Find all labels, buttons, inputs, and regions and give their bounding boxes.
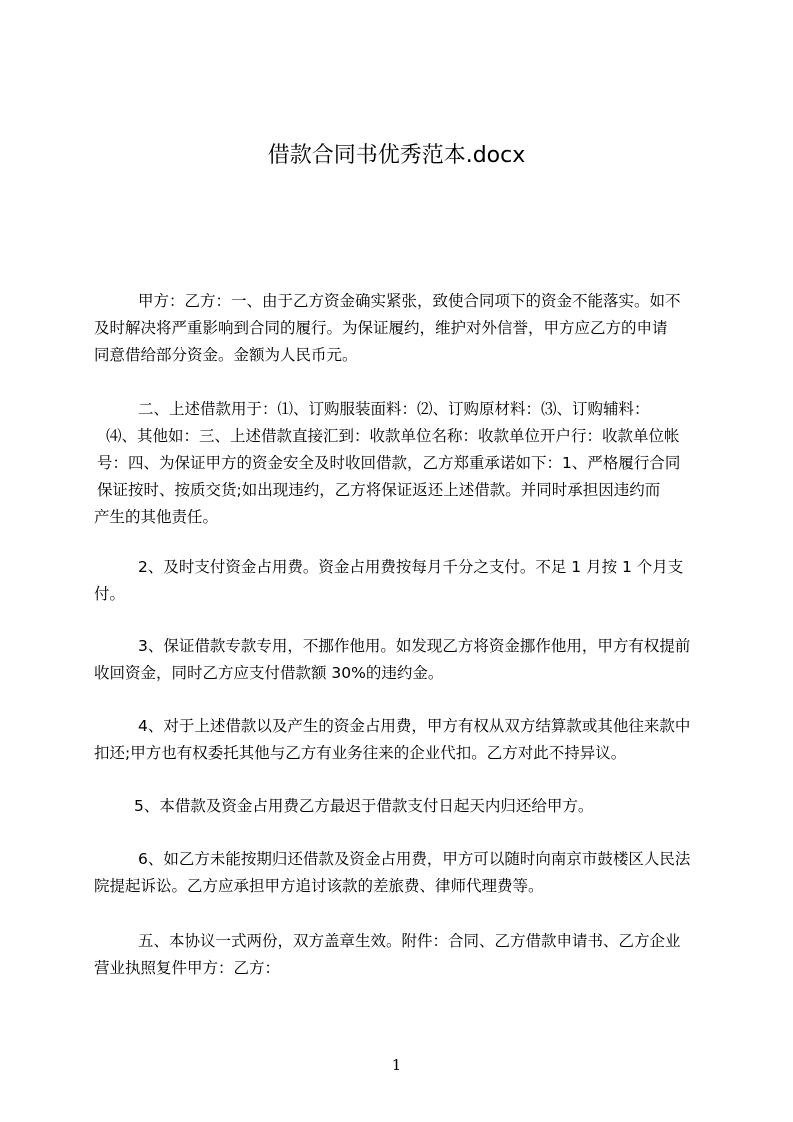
paragraph-line: ⑷、其他如：三、上述借款直接汇到：收款单位名称：收款单位开户行：收款单位帐 — [106, 427, 680, 445]
paragraph-2 — [94, 396, 700, 531]
paragraph-line: 五、本协议一式两份，双方盖章生效。附件：合同、乙方借款申请书、乙方企业 — [138, 932, 681, 950]
paragraph-line: 3、保证借款专款专用，不挪作他用。如发现乙方将资金挪作他用，甲方有权提前 — [138, 637, 691, 655]
paragraph-5 — [94, 713, 710, 767]
paragraph-7 — [94, 846, 710, 900]
paragraph-line: 二、上述借款用于：⑴、订购服装面料：⑵、订购原材料：⑶、订购辅料： — [138, 400, 650, 418]
page-number: 1 — [391, 1056, 402, 1074]
document-title: 借款合同书优秀范本.docx — [267, 143, 526, 168]
paragraph-6 — [94, 793, 710, 820]
paragraph-1 — [94, 288, 700, 369]
paragraph-line: 4、对于上述借款以及产生的资金占用费，甲方有权从双方结算款或其他往来款中 — [138, 717, 691, 735]
paragraph-line: 号：四、为保证甲方的资金安全及时收回借款，乙方郑重承诺如下：1、严格履行合同 — [97, 454, 681, 472]
paragraph-line: 同意借给部分资金。金额为人民币元。 — [94, 346, 358, 364]
paragraph-line: 营业执照复件甲方：乙方： — [94, 959, 281, 977]
paragraph-line: 院提起诉讼。乙方应承担甲方追讨该款的差旅费、律师代理费等。 — [94, 877, 544, 895]
paragraph-line: 扣还;甲方也有权委托其他与乙方有业务往来的企业代扣。乙方对此不持异议。 — [94, 744, 627, 762]
paragraph-line: 6、如乙方未能按期归还借款及资金占用费，甲方可以随时向南京市鼓楼区人民法 — [138, 850, 691, 868]
paragraph-line: 保证按时、按质交货;如出现违约，乙方将保证返还上述借款。并同时承担因违约而 — [97, 481, 661, 499]
paragraph-line: 收回资金，同时乙方应支付借款额 30%的违约金。 — [94, 664, 444, 682]
paragraph-line: 及时解决将严重影响到合同的履行。为保证履约，维护对外信誉，甲方应乙方的申请 — [94, 319, 668, 337]
paragraph-line: 付。 — [94, 585, 126, 603]
paragraph-4 — [94, 633, 710, 687]
paragraph-8 — [94, 928, 710, 982]
paragraph-3 — [94, 554, 700, 608]
paragraph-line: 产生的其他责任。 — [94, 508, 219, 526]
paragraph-line: 2、及时支付资金占用费。资金占用费按每月千分之支付。不足 1 月按 1 个月支 — [138, 558, 684, 576]
paragraph-line: 甲方：乙方：一、由于乙方资金确实紧张，致使合同项下的资金不能落实。如不 — [138, 292, 681, 310]
paragraph-line: 5、本借款及资金占用费乙方最迟于借款支付日起天内归还给甲方。 — [134, 797, 594, 815]
